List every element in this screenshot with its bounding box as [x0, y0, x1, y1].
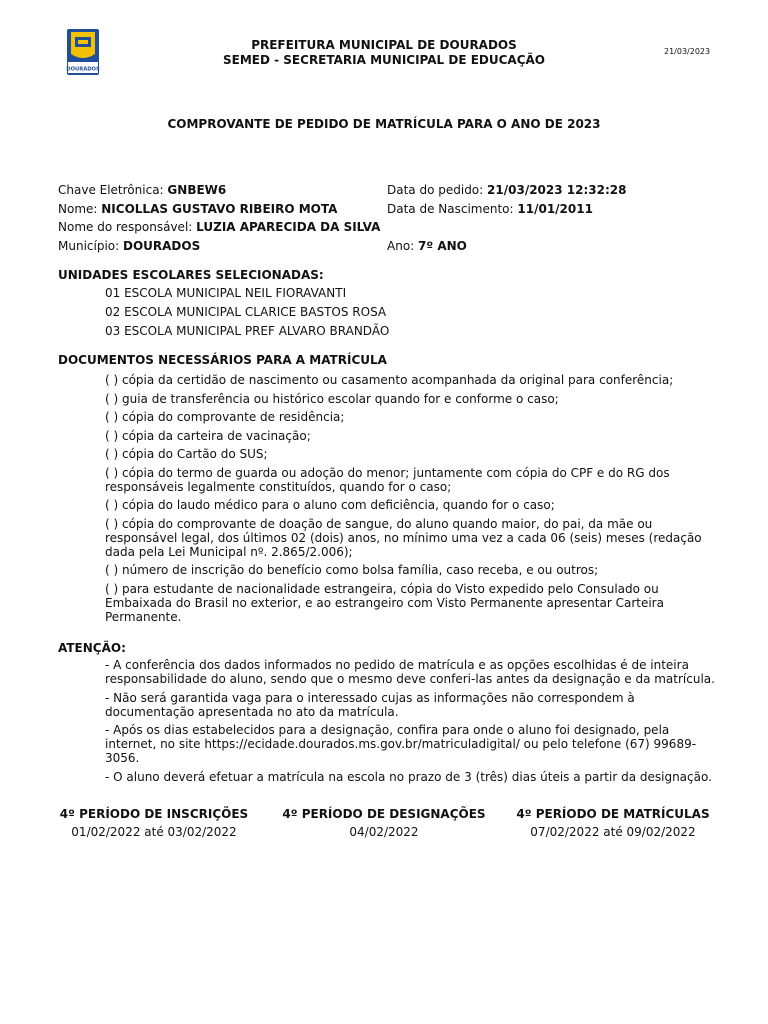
- chave-label: Chave Eletrônica:: [58, 183, 164, 197]
- documento-item: ( ) cópia do Cartão do SUS;: [105, 447, 268, 461]
- documento-item: ( ) cópia do comprovante de doação de sangue, do aluno quando maior, do pai, da mãe ou responsável legal, dos últimos 02 (dois) anos, no mínimo uma vez a cada 06 (seis) meses (redação dada pela Lei Municipal nº. 2.865/2.006);: [105, 516, 702, 559]
- documento-item: ( ) cópia da certidão de nascimento ou casamento acompanhada da original para conferência;: [105, 373, 674, 387]
- prefeitura-logo: [66, 28, 100, 76]
- documento-item: ( ) cópia do laudo médico para o aluno com deficiência, quando for o caso;: [105, 498, 555, 512]
- periodo-inscricoes: [39, 807, 269, 839]
- documento-item: ( ) cópia da carteira de vacinação;: [105, 428, 311, 443]
- print-date: 21/03/2023: [664, 47, 711, 56]
- field-ano: [387, 239, 467, 253]
- unidade-item: 02 ESCOLA MUNICIPAL CLARICE BASTOS ROSA: [105, 305, 387, 319]
- atencao-item: - O aluno deverá efetuar a matrícula na escola no prazo de 3 (três) dias úteis a partir da designação.: [105, 769, 712, 784]
- periodo-dates: 07/02/2022 até 09/02/2022: [530, 825, 696, 839]
- header-line-1: PREFEITURA MUNICIPAL DE DOURADOS: [251, 38, 517, 52]
- ano-value: 7º ANO: [418, 239, 467, 253]
- responsavel-label: Nome do responsável:: [58, 220, 193, 234]
- municipio-value: DOURADOS: [123, 239, 201, 253]
- periodo-label: 4º PERÍODO DE DESIGNAÇÕES: [282, 807, 486, 821]
- nascimento-value: 11/01/2011: [517, 202, 593, 216]
- chave-value: GNBEW6: [167, 183, 227, 197]
- nome-label: Nome:: [58, 202, 98, 216]
- atencao-item: - A conferência dos dados informados no pedido de matrícula e as opções escolhidas é de inteira responsabilidade do aluno, sendo que o mesmo deve conferi-las antes da designação e da matrícula.: [105, 658, 715, 686]
- periodo-label: 4º PERÍODO DE INSCRIÇÕES: [59, 807, 249, 821]
- field-data-pedido: [387, 183, 626, 197]
- periodo-designacoes: [269, 807, 499, 839]
- documento-item: ( ) cópia do termo de guarda ou adoção do menor; juntamente com cópia do CPF e do RG dos responsáveis legalmente constituídos, quando for o caso;: [105, 465, 670, 494]
- atencao-item: - Não será garantida vaga para o interessado cujas as informações não correspondem à documentação apresentada no ato da matrícula.: [105, 690, 635, 719]
- unidade-item: 03 ESCOLA MUNICIPAL PREF ALVARO BRANDÃO: [105, 324, 390, 338]
- documento-item: ( ) guia de transferência ou histórico escolar quando for e conforme o caso;: [105, 391, 559, 406]
- atencao-heading: ATENÇÃO:: [58, 641, 126, 655]
- document-title: COMPROVANTE DE PEDIDO DE MATRÍCULA PARA O ANO DE 2023: [167, 117, 601, 131]
- header-line-2: SEMED - SECRETARIA MUNICIPAL DE EDUCAÇÃO: [223, 53, 545, 67]
- periodo-matriculas: [498, 807, 728, 839]
- nome-value: NICOLLAS GUSTAVO RIBEIRO MOTA: [101, 202, 338, 216]
- responsavel-value: LUZIA APARECIDA DA SILVA: [196, 220, 381, 234]
- documento-item: ( ) cópia do comprovante de residência;: [105, 410, 345, 424]
- periodo-label: 4º PERÍODO DE MATRÍCULAS: [516, 807, 710, 821]
- documentos-list: [105, 373, 715, 628]
- field-municipio: [58, 239, 200, 253]
- periodo-dates: 01/02/2022 até 03/02/2022: [71, 825, 237, 839]
- municipio-label: Município:: [58, 239, 120, 253]
- unidades-heading: UNIDADES ESCOLARES SELECIONADAS:: [58, 268, 324, 282]
- atencao-item: - Após os dias estabelecidos para a designação, confira para onde o aluno foi designado, pela internet, no site https://ecidade.dourados.ms.gov.br/matriculadigital/ ou pelo telefone (67) 99689-3056.: [105, 723, 697, 765]
- nascimento-label: Data de Nascimento:: [387, 202, 514, 216]
- field-nome: [58, 202, 337, 216]
- unidade-item: 01 ESCOLA MUNICIPAL NEIL FIORAVANTI: [105, 286, 347, 300]
- documentos-heading: DOCUMENTOS NECESSÁRIOS PARA A MATRÍCULA: [58, 353, 387, 367]
- data-pedido-value: 21/03/2023 12:32:28: [487, 183, 627, 197]
- data-pedido-label: Data do pedido:: [387, 183, 484, 197]
- ano-label: Ano:: [387, 239, 415, 253]
- field-responsavel: [58, 220, 380, 234]
- documento-item: ( ) número de inscrição do benefício como bolsa família, caso receba, e ou outros;: [105, 563, 599, 577]
- documento-item: ( ) para estudante de nacionalidade estrangeira, cópia do Visto expedido pelo Consulado ou Embaixada do Brasil no exterior, e ao estrangeiro com Visto Permanente apresentar Carteira Permanente.: [105, 581, 664, 624]
- field-nascimento: [387, 202, 593, 216]
- atencao-list: [105, 658, 715, 788]
- field-chave: [58, 183, 226, 197]
- svg-text:DOURADOS: DOURADOS: [66, 66, 100, 73]
- periodo-dates: 04/02/2022: [349, 825, 419, 839]
